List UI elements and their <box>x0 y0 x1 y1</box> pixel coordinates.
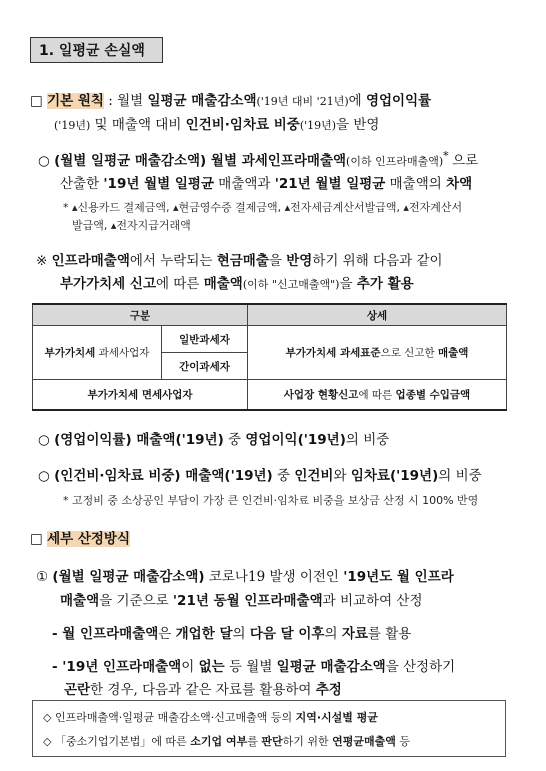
table-cell-taxable-business <box>33 326 162 380</box>
table-header-row <box>33 304 507 326</box>
text-bold: '21년 월별 일평균 <box>274 176 386 192</box>
text: 매출액의 <box>385 176 447 192</box>
text: 및 매출액 대비 <box>90 117 186 133</box>
circle-bullet-icon: ○ <box>38 153 50 169</box>
text-bold: 없는 <box>198 659 225 675</box>
text-bold: 연평균매출액 <box>332 735 396 748</box>
text: 을 <box>339 276 357 292</box>
basic-principle-line-1 <box>30 89 431 109</box>
text-small: ('19년) <box>54 119 91 132</box>
text-bold: ('19년) <box>389 468 439 484</box>
step1-dash-line-3 <box>64 678 342 698</box>
text-bold: (월별 일평균 매출감소액) <box>52 569 205 585</box>
text-bold: 지역·시설별 평균 <box>295 711 378 724</box>
text-bold: 부가가치세 신고 <box>60 276 156 292</box>
text: 매출액과 <box>214 176 275 192</box>
text-bold: '19년도 월 인프라 <box>343 569 454 585</box>
text-bold: 소기업 여부 <box>190 735 248 748</box>
table-row <box>33 326 507 353</box>
text: 등 월별 <box>224 659 277 675</box>
item3-line <box>38 464 482 484</box>
text-bold: (월별 일평균 매출감소액) 월별 과세인프라매출액 <box>54 153 347 169</box>
text-bold: 자료 <box>341 626 368 642</box>
text-small: ('19년) <box>299 119 337 132</box>
reference-mark-icon: ※ <box>36 253 48 269</box>
remark-line-1 <box>36 249 443 269</box>
text-bold: 영업이익률 <box>365 93 432 109</box>
text-bold: 일평균 매출감소액 <box>147 93 257 109</box>
table-cell-exempt-detail <box>248 380 507 410</box>
text: 코로나19 발생 이전인 <box>204 569 344 585</box>
step1-line-2 <box>60 589 423 609</box>
basic-principle-title: 기본 원칙 <box>47 93 104 109</box>
circle-bullet-icon: ○ <box>38 432 50 448</box>
text: 이 <box>181 659 199 675</box>
item1-line-2 <box>60 172 472 192</box>
text-bold: 인건비·임차료 비중 <box>185 117 300 133</box>
text-bold: 반영 <box>286 253 313 269</box>
text: 의 <box>232 626 250 642</box>
text: 으로 <box>452 153 479 169</box>
text: 을 <box>268 253 287 269</box>
colon: : <box>103 93 113 109</box>
text: 하기 위해 다음과 같이 <box>312 253 443 269</box>
text: 과세사업자 <box>95 347 150 359</box>
text-bold: '19년 월별 일평균 <box>103 176 214 192</box>
text: 을 기준으로 <box>99 593 173 609</box>
text-small: (이하 "신고매출액") <box>242 278 340 291</box>
text: 「중소기업기본법」 <box>54 735 152 748</box>
text-small: ('19년 대비 '21년) <box>256 95 349 108</box>
detail-method-title: 세부 산정방식 <box>47 531 131 547</box>
text-bold: ('19년) <box>297 432 346 448</box>
text: 산출한 <box>60 176 104 192</box>
text-bold: 개업한 달 <box>175 626 233 642</box>
table-cell-general-taxpayer: 일반과세자 <box>162 326 248 353</box>
text-small: (이하 인프라매출액) <box>346 155 444 168</box>
table-cell-taxable-detail <box>248 326 507 380</box>
step1-line-1 <box>36 565 454 585</box>
text: 은 <box>158 626 176 642</box>
item1-line-1 <box>38 149 478 169</box>
table-header-category: 구분 <box>33 304 248 326</box>
footnote-mark: * <box>443 149 453 163</box>
text: 을 반영 <box>336 117 380 133</box>
text-bold: 추정 <box>315 682 342 698</box>
text-bold: - '19년 인프라매출액 <box>52 659 182 675</box>
item1-note-line-1: * ▴신용카드 결제금액, ▴현금영수증 결제금액, ▴전자세금계산서발급액, ▴전자계산서 <box>63 201 463 214</box>
circle-bullet-icon: ○ <box>38 468 50 484</box>
basic-principle-line-2 <box>54 113 379 133</box>
text: 등 <box>395 735 410 748</box>
text: 인프라매출액·일평균 매출감소액·신고매출액 등의 <box>54 711 296 724</box>
detail-method-heading <box>30 527 130 547</box>
step1-dash-line-2 <box>52 655 455 675</box>
text: 를 <box>247 735 262 748</box>
text: 를 활용 <box>367 626 412 642</box>
table-cell-exempt-business: 부가가치세 면세사업자 <box>33 380 248 410</box>
text-bold: ('19년) <box>224 468 273 484</box>
text-bold: 일평균 매출감소액 <box>276 659 386 675</box>
text: 와 <box>333 468 351 484</box>
diamond-bullet-icon: ◇ <box>43 711 52 724</box>
text: 한 경우, 다음과 같은 자료를 활용하여 <box>90 682 316 698</box>
text: 의 비중 <box>345 432 390 448</box>
text: 에 <box>348 93 366 109</box>
text-bold: 인프라매출액 <box>51 253 130 269</box>
reference-box <box>32 700 506 757</box>
text-bold: 판단 <box>261 735 283 748</box>
text-bold: (인건비·임차료 비중) 매출액 <box>54 468 225 484</box>
text-bold: 업종별 수입금액 <box>395 388 471 401</box>
box-row-2 <box>43 733 410 749</box>
text-bold: 추가 활용 <box>356 276 414 292</box>
revenue-type-table <box>32 303 507 411</box>
text-bold: 곤란 <box>64 682 91 698</box>
text-bold: (영업이익률) 매출액 <box>54 432 176 448</box>
text: 에 따른 <box>358 388 396 401</box>
text-bold: 부가가치세 <box>44 347 96 359</box>
circled-one-icon: ① <box>36 569 49 585</box>
square-bullet-icon: □ <box>30 93 43 109</box>
text: 의 비중 <box>438 468 482 484</box>
text-bold: 매출액 <box>203 276 243 292</box>
step1-dash-line-1 <box>52 622 411 642</box>
text: 하기 위한 <box>282 735 333 748</box>
item2-line <box>38 428 389 448</box>
text: 으로 신고한 <box>380 347 438 359</box>
square-bullet-icon: □ <box>30 531 43 547</box>
text-bold: 현금매출 <box>216 253 269 269</box>
text-bold: '21년 동월 인프라매출액 <box>172 593 323 609</box>
text: 과 비교하여 산정 <box>322 593 423 609</box>
table-cell-simplified-taxpayer: 간이과세자 <box>162 353 248 380</box>
diamond-bullet-icon: ◇ <box>43 735 52 748</box>
text-bold: 다음 달 이후 <box>249 626 325 642</box>
table-header-detail: 상세 <box>248 304 507 326</box>
text: 에 따른 <box>156 276 204 292</box>
text-bold: - 월 인프라매출액 <box>52 626 159 642</box>
text-bold: ('19년) <box>175 432 224 448</box>
text-bold: 매출액 <box>60 593 100 609</box>
box-row-1 <box>43 709 378 725</box>
text: 의 <box>324 626 342 642</box>
text-bold: 영업이익 <box>245 432 298 448</box>
text: 에 따른 <box>151 735 191 748</box>
text-bold: 사업장 현황신고 <box>283 388 359 401</box>
table-row <box>33 380 507 410</box>
item1-note-line-2: 발급액, ▴전자지급거래액 <box>72 219 191 232</box>
item3-note: * 고정비 중 소상공인 부담이 가장 큰 인건비·임차료 비중을 보상금 산정 시 100% 반영 <box>63 494 479 507</box>
text-bold: 부가가치세 과세표준 <box>285 347 381 359</box>
section-heading: 1. 일평균 손실액 <box>30 37 163 63</box>
text: 을 산정하기 <box>385 659 456 675</box>
text-bold: 임차료 <box>350 468 390 484</box>
remark-line-2 <box>60 272 414 292</box>
text: 월별 <box>112 93 148 109</box>
text-bold: 매출액 <box>437 347 469 359</box>
text-bold: 차액 <box>446 176 473 192</box>
text: 중 <box>272 468 295 484</box>
text: 에서 누락되는 <box>129 253 217 269</box>
text: 중 <box>223 432 246 448</box>
text-bold: 인건비 <box>294 468 334 484</box>
